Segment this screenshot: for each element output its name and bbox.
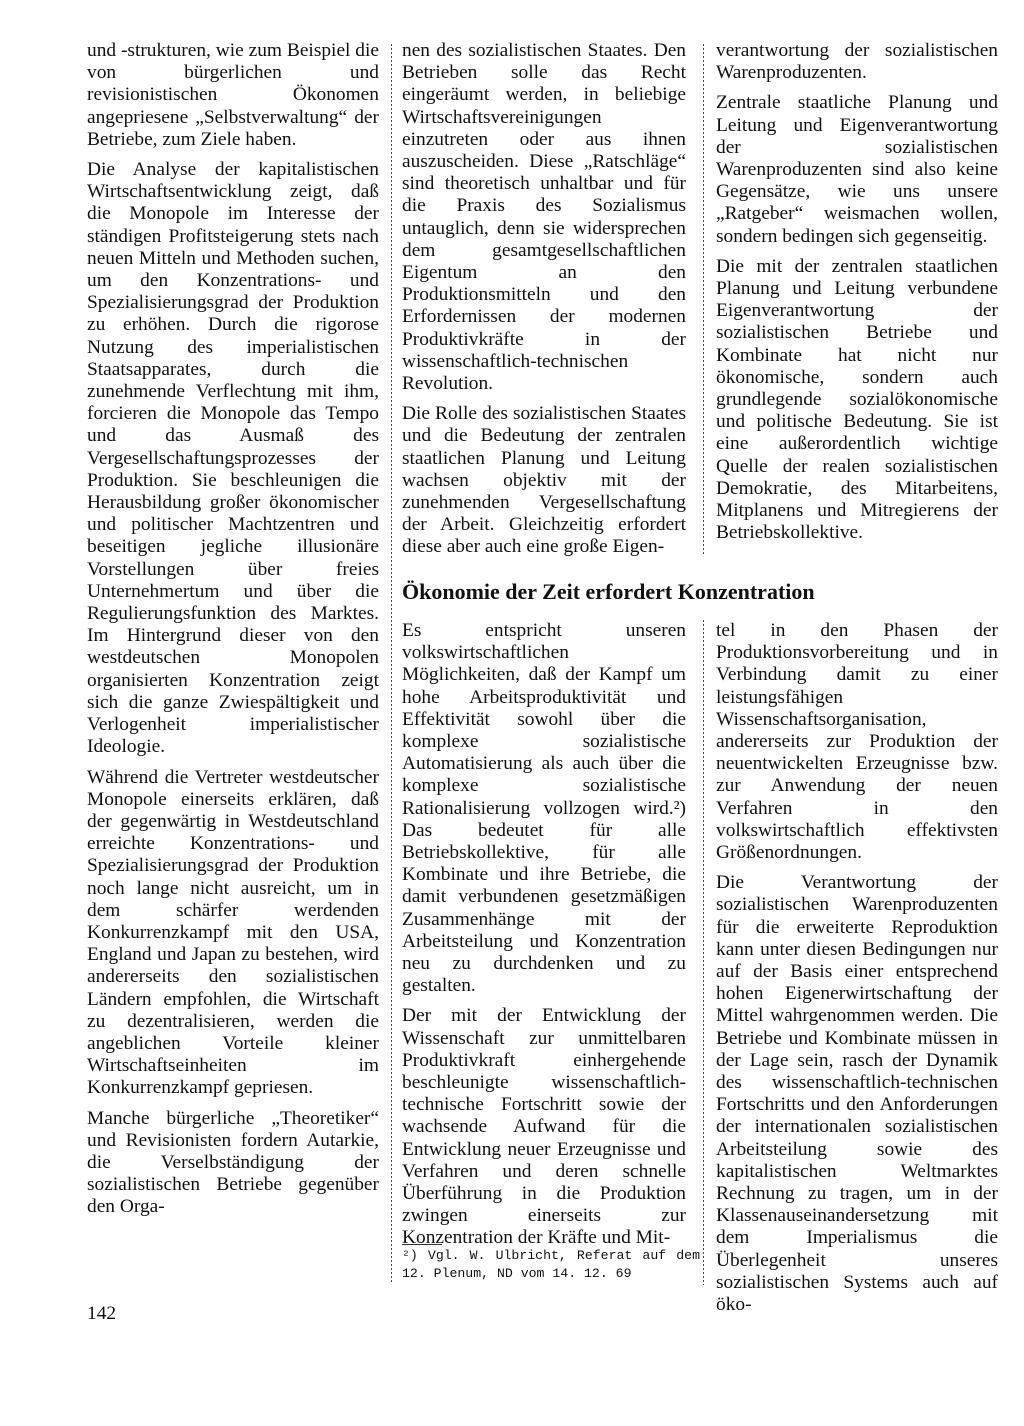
column-divider bbox=[703, 44, 704, 554]
page-number: 142 bbox=[87, 1303, 117, 1324]
text-column-middle-lower bbox=[402, 620, 686, 1250]
footnote: ²) Vgl. W. Ulbricht, Referat auf dem 12. Plenum, ND vom 14. 12. 69 bbox=[402, 1248, 700, 1281]
column-divider bbox=[703, 620, 704, 1285]
column-divider bbox=[391, 44, 392, 1284]
paragraph: Während die Vertreter westdeutscher Monopole einerseits erklären, daß der gegenwärtig in Westdeutschland erreichte Konzentrations- und Spezialisierungsgrad der Produktion noch lange nicht ausreicht, um in dem schärfer werdenden Konkurrenzkampf mit den USA, England und Japan zu bestehen, wird andererseits den sozialistischen Ländern empfohlen, die Wirtschaft zu dezentralisieren, werden die angeblichen Vorteile kleiner Wirtschaftseinheiten im Konkurrenzkampf gepriesen. bbox=[87, 766, 379, 1099]
text-column-left bbox=[87, 40, 379, 1219]
paragraph: Zentrale staatliche Planung und Leitung und Eigenverantwortung der sozialistischen Warenproduzenten sind also keine Gegensätze, wie uns unsere „Ratgeber“ weismachen wollen, sondern bedingen sich gegenseitig. bbox=[716, 92, 998, 247]
paragraph: und -strukturen, wie zum Beispiel die von bürgerlichen und revisionistischen Ökonomen angepriesene „Selbstverwaltung“ der Betriebe, zum Ziele haben. bbox=[87, 40, 379, 150]
paragraph: tel in den Phasen der Produktionsvorbereitung und in Verbindung damit zu einer leistungsfähigen Wissenschaftsorganisation, andererseits zur Produktion der neuentwickelten Erzeugnisse bzw. zur Anwendung der neuen Verfahren in den volkswirtschaftlich effektivsten Größenordnungen. bbox=[716, 620, 998, 864]
footnote-rule bbox=[402, 1244, 442, 1245]
paragraph: Die mit der zentralen staatlichen Planung und Leitung verbundene Eigenverantwortung der sozialistischen Betriebe und Kombinate hat nicht nur ökonomische, sondern auch grundlegende sozialökonomische und politische Bedeutung. Sie ist eine außerordentlich wichtige Quelle der realen sozialistischen Demokratie, des Mitarbeitens, Mitplanens und Mitregierens der Betriebskollektive. bbox=[716, 255, 998, 544]
text-column-middle bbox=[402, 40, 686, 559]
text-column-right-lower bbox=[716, 620, 998, 1316]
section-heading: Ökonomie der Zeit erfordert Konzentration bbox=[402, 579, 815, 604]
paragraph: Es entspricht unseren volkswirtschaftlichen Möglichkeiten, daß der Kampf um hohe Arbeitsproduktivität und Effektivität sowohl über die komplexe sozialistische Automatisierung als auch über die komplexe sozialistische Rationalisierung vollzogen wird.²) Das bedeutet für alle Betriebskollektive, für alle Kombinate und ihre Betriebe, die damit verbundenen gesetzmäßigen Zusammenhänge mit der Arbeitsteilung und Konzentration neu zu durchdenken und zu gestalten. bbox=[402, 620, 686, 997]
paragraph: Die Rolle des sozialistischen Staates und die Bedeutung der zentralen staatlichen Planung und Leitung wachsen objektiv mit der zunehmenden Vergesellschaftung der Arbeit. Gleichzeitig erfordert diese aber auch eine große Eigen- bbox=[402, 403, 686, 558]
text-column-right bbox=[716, 40, 998, 544]
paragraph: Die Analyse der kapitalistischen Wirtschaftsentwicklung zeigt, daß die Monopole im Interesse der ständigen Profitsteigerung stets nach neuen Mitteln und Methoden suchen, um den Konzentrations- und Spezialisierungsgrad der Produktion zu erhöhen. Durch die rigorose Nutzung des imperialistischen Staatsapparates, durch die zunehmende Verflechtung mit ihm, forcieren die Monopole das Tempo und das Ausmaß des Vergesellschaftungsprozesses der Produktion. Sie beschleunigen die Herausbildung großer ökonomischer und politischer Machtzentren und beseitigen jegliche illusionäre Vorstellungen über freies Unternehmertum und über die Regulierungsfunktion des Marktes. Im Hintergrund dieser von den westdeutschen Monopolen organisierten Konzentration zeigt sich die ganze Zwiespältigkeit und Verlogenheit imperialistischer Ideologie. bbox=[87, 159, 379, 758]
paragraph: Die Verantwortung der sozialistischen Warenproduzenten für die erweiterte Reproduktion kann unter diesen Bedingungen nur auf der Basis einer entsprechend hohen Eigenerwirtschaftung der Mittel wahrgenommen werden. Die Betriebe und Kombinate müssen in der Lage sein, rasch der Dynamik des wissenschaftlich-technischen Fortschritts und den Anforderungen der internationalen sozialistischen Arbeitsteilung sowie des kapitalistischen Weltmarktes Rechnung zu tragen, um in der Klassenauseinandersetzung mit dem Imperialismus die Überlegenheit unseres sozialistischen Systems auch auf öko- bbox=[716, 872, 998, 1316]
paragraph: Manche bürgerliche „Theoretiker“ und Revisionisten fordern Autarkie, die Verselbständigung der sozialistischen Betriebe gegenüber den Orga- bbox=[87, 1107, 379, 1218]
paragraph: Der mit der Entwicklung der Wissenschaft zur unmittelbaren Produktivkraft einhergehende beschleunigte wissenschaftlich-technische Fortschritt sowie der wachsende Aufwand für die Entwicklung neuer Erzeugnisse und Verfahren und deren schnelle Überführung in die Produktion zwingen einerseits zur Konzentration der Kräfte und Mit- bbox=[402, 1005, 686, 1249]
paragraph: verantwortung der sozialistischen Warenproduzenten. bbox=[716, 40, 998, 84]
paragraph: nen des sozialistischen Staates. Den Betrieben solle das Recht eingeräumt werden, in beliebige Wirtschaftsvereinigungen einzutreten oder aus ihnen auszuscheiden. Diese „Ratschläge“ sind theoretisch unhaltbar und für die Praxis des Sozialismus untauglich, denn sie widersprechen dem gesamtgesellschaftlichen Eigentum an den Produktionsmitteln und den Erfordernissen der modernen Produktivkräfte in der wissenschaftlich-technischen Revolution. bbox=[402, 40, 686, 395]
